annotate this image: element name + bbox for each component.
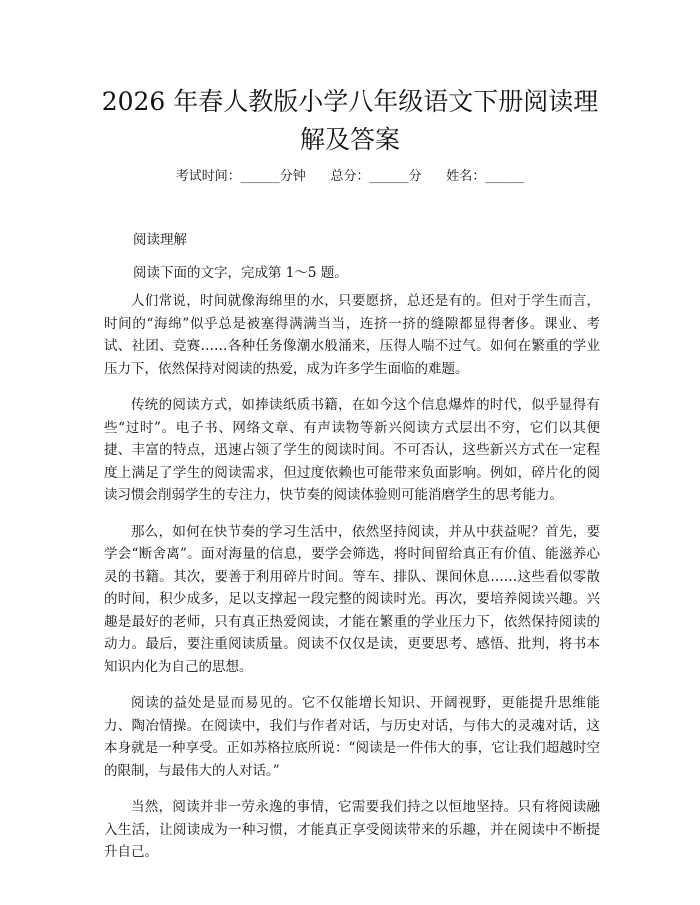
question-instruction: 阅读下面的文字，完成第 1～5 题。 [133,265,348,281]
article-paragraph-2: 传统的阅读方式，如捧读纸质书籍，在如今这个信息爆炸的时代，似乎显得有些“过时”。电子书、网络文章、有声读物等新兴阅读方式层出不穷，它们以其便捷、丰富的特点，迅速占领了学生的阅读时间。不可否认，这些新兴方式在一定程度上满足了学生的阅读需求，但过度依赖也可能带来负面影响。例如，碎片化的阅读习惯会削弱学生的专注力，快节奏的阅读体验则可能消磨学生的思考能力。 [104,397,600,503]
reading-article [104,290,600,878]
article-paragraph-4: 阅读的益处是显而易见的。它不仅能增长知识、开阔视野，更能提升思维能力、陶冶情操。在阅读中，我们与作者对话，与历史对话，与伟大的灵魂对话，这本身就是一种享受。正如苏格拉底所说：“阅读是一件伟大的事，它让我们超越时空的限制，与最伟大的人对话。” [104,695,600,779]
article-paragraph-3: 那么，如何在快节奏的学习生活中，依然坚持阅读，并从中获益呢？首先，要学会“断舍离”。面对海量的信息，要学会筛选，将时间留给真正有价值、能滋养心灵的书籍。其次，要善于利用碎片时间。等车、排队、课间休息……这些看似零散的时间，积少成多，足以支撑起一段完整的阅读时光。再次，要培养阅读兴趣。兴趣是最好的老师，只有真正热爱阅读，才能在繁重的学业压力下，依然保持阅读的动力。最后，要注重阅读质量。阅读不仅仅是读，更要思考、感悟、批判，将书本知识内化为自己的思想。 [104,523,600,675]
section-heading: 阅读理解 [133,232,187,248]
exam-info-line: 考试时间：______分钟 总分：______分 姓名：______ [175,169,525,184]
article-paragraph-5: 当然，阅读并非一劳永逸的事情，它需要我们持之以恒地坚持。只有将阅读融入生活，让阅读成为一种习惯，才能真正享受阅读带来的乐趣，并在阅读中不断提升自己。 [104,799,600,860]
article-paragraph-1: 人们常说，时间就像海绵里的水，只要愿挤，总还是有的。但对于学生而言，时间的“海绵”似乎总是被塞得满满当当，连挤一挤的缝隙都显得奢侈。课业、考试、社团、竞赛……各种任务像潮水般涌来，压得人喘不过气。如何在繁重的学业压力下，依然保持对阅读的热爱，成为许多学生面临的难题。 [104,293,600,377]
document-title: 2026 年春人教版小学八年级语文下册阅读理解及答案 [101,87,599,154]
